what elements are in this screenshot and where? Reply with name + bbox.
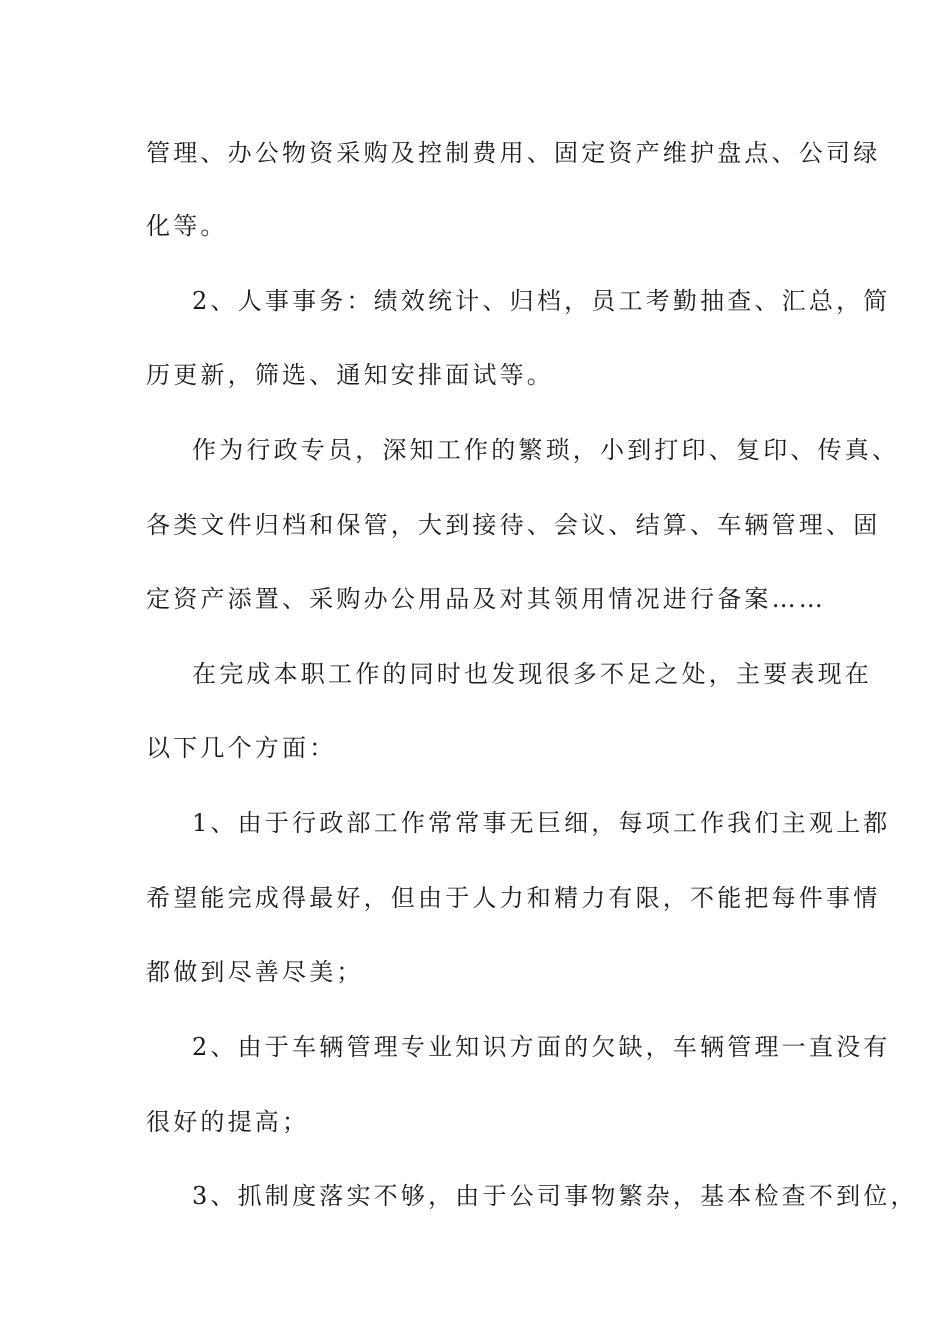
text-line: 都做到尽善尽美； bbox=[146, 958, 364, 986]
paragraph-start-line: 作为行政专员，深知工作的繁琐，小到打印、复印、传真、 bbox=[192, 436, 900, 464]
paragraph-start-line: 1、由于行政部工作常常事无巨细，每项工作我们主观上都 bbox=[192, 809, 891, 837]
paragraph-start-line: 在完成本职工作的同时也发现很多不足之处，主要表现在 bbox=[192, 660, 872, 688]
text-line: 以下几个方面： bbox=[146, 734, 337, 762]
text-line: 各类文件归档和保管，大到接待、会议、结算、车辆管理、固 bbox=[146, 511, 881, 539]
text-line: 管理、办公物资采购及控制费用、固定资产维护盘点、公司绿 bbox=[146, 139, 881, 167]
text-line: 希望能完成得最好，但由于人力和精力有限，不能把每件事情 bbox=[146, 884, 881, 912]
paragraph-start-line: 3、抓制度落实不够，由于公司事物繁杂，基本检查不到位， bbox=[192, 1182, 918, 1210]
paragraph-start-line: 2、由于车辆管理专业知识方面的欠缺，车辆管理一直没有 bbox=[192, 1033, 891, 1061]
text-line: 很好的提高； bbox=[146, 1108, 310, 1136]
paragraph-start-line: 2、人事事务：绩效统计、归档，员工考勤抽查、汇总，简 bbox=[192, 287, 891, 315]
text-line: 化等。 bbox=[146, 212, 228, 240]
text-line: 历更新，筛选、通知安排面试等。 bbox=[146, 361, 554, 389]
text-line: 定资产添置、采购办公用品及对其领用情况进行备案…… bbox=[146, 585, 826, 613]
